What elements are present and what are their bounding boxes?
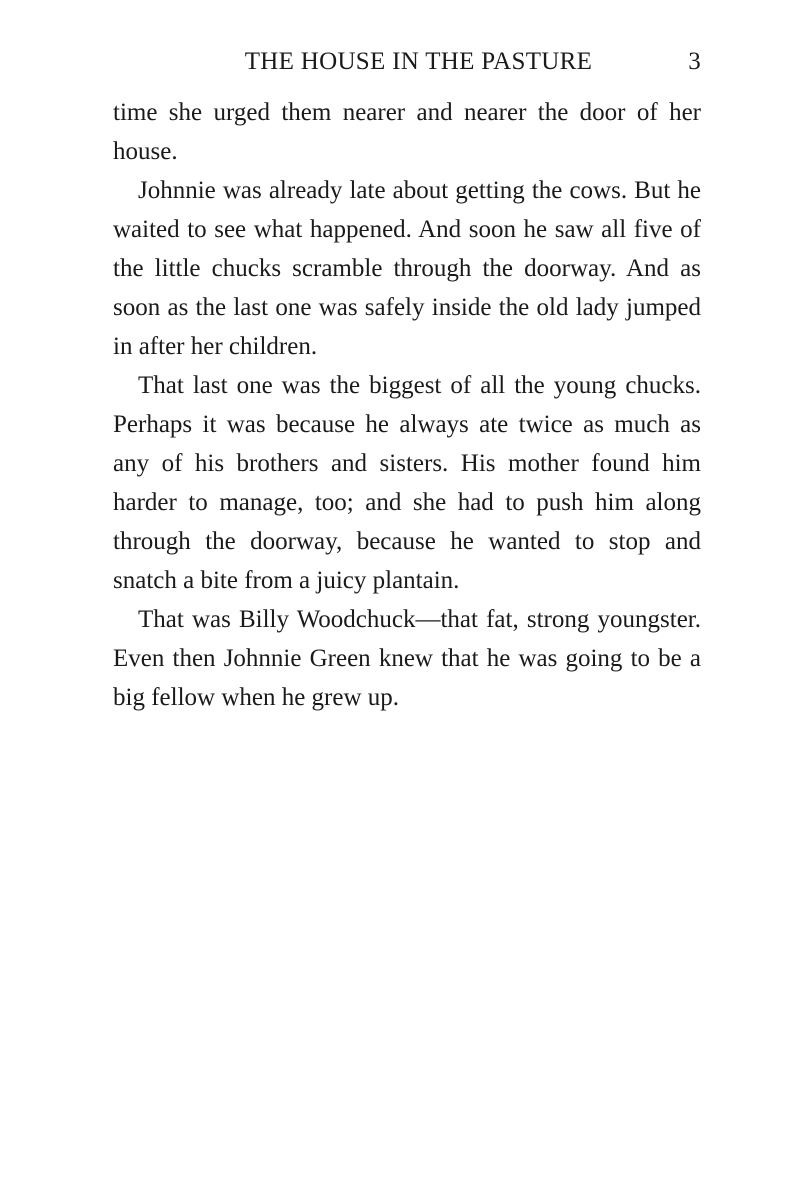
page-number: 3 xyxy=(688,48,701,75)
running-head xyxy=(113,48,701,82)
paragraph-continuation: time she urged them nearer and nearer the door of her house. xyxy=(113,99,701,165)
body-text xyxy=(113,93,701,717)
chapter-title: THE HOUSE IN THE PASTURE xyxy=(244,48,593,75)
paragraph-billy-woodchuck: That was Billy Woodchuck—that fat, strong youngster. Even then Johnnie Green knew that he was going to be a big fellow when he grew up. xyxy=(113,606,701,711)
paragraph-johnnie-waits: Johnnie was already late about getting the cows. But he waited to see what happened. And soon he saw all five of the little chucks scramble through the doorway. And as soon as the last one was safely inside the old lady jumped in after her children. xyxy=(113,177,701,360)
paragraph-biggest-chuck: That last one was the biggest of all the young chucks. Perhaps it was because he always ate twice as much as any of his brothers and sisters. His mother found him harder to manage, too; and she had to push him along through the doorway, because he wanted to stop and snatch a bite from a juicy plantain. xyxy=(113,372,701,594)
book-page xyxy=(113,48,701,717)
